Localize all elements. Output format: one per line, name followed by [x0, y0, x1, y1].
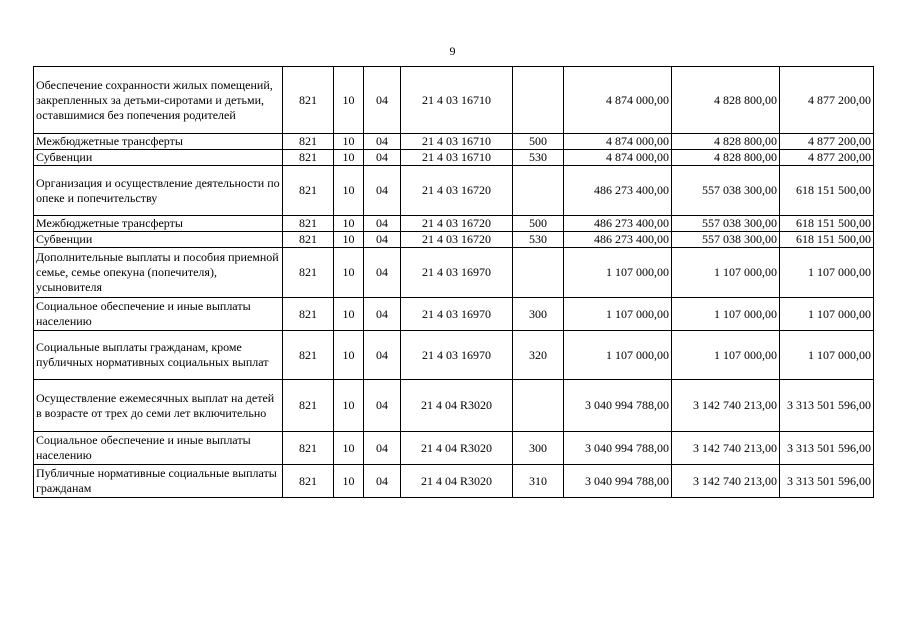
cell-amount-year2: 557 038 300,00 — [672, 216, 780, 232]
cell-name: Межбюджетные трансферты — [34, 216, 283, 232]
cell-amount-year3: 3 313 501 596,00 — [780, 465, 874, 498]
cell-section: 10 — [334, 380, 364, 432]
table-row — [34, 134, 874, 150]
cell-amount-year2: 3 142 740 213,00 — [672, 380, 780, 432]
cell-section: 10 — [334, 298, 364, 331]
cell-target: 21 4 03 16720 — [401, 216, 513, 232]
cell-amount-year2: 4 828 800,00 — [672, 150, 780, 166]
cell-name: Субвенции — [34, 232, 283, 248]
cell-subsection: 04 — [364, 248, 401, 298]
table-row — [34, 67, 874, 134]
cell-expense-type: 300 — [513, 432, 564, 465]
cell-ministry: 821 — [283, 248, 334, 298]
cell-ministry: 821 — [283, 298, 334, 331]
cell-ministry: 821 — [283, 166, 334, 216]
cell-target: 21 4 03 16970 — [401, 331, 513, 380]
cell-subsection: 04 — [364, 216, 401, 232]
cell-ministry: 821 — [283, 331, 334, 380]
table-body — [34, 67, 874, 498]
cell-subsection: 04 — [364, 465, 401, 498]
cell-expense-type: 310 — [513, 465, 564, 498]
table-row — [34, 465, 874, 498]
table-row — [34, 380, 874, 432]
table-row — [34, 166, 874, 216]
cell-subsection: 04 — [364, 166, 401, 216]
table-row — [34, 150, 874, 166]
cell-ministry: 821 — [283, 465, 334, 498]
cell-expense-type — [513, 67, 564, 134]
table-row — [34, 432, 874, 465]
cell-name: Обеспечение сохранности жилых помещений, закрепленных за детьми-сиротами и детьми, оставшимися без попечения родителей — [34, 67, 283, 134]
table-row — [34, 331, 874, 380]
cell-amount-year2: 1 107 000,00 — [672, 248, 780, 298]
cell-section: 10 — [334, 150, 364, 166]
cell-expense-type: 500 — [513, 216, 564, 232]
cell-name: Социальные выплаты гражданам, кроме публичных нормативных социальных выплат — [34, 331, 283, 380]
cell-expense-type: 320 — [513, 331, 564, 380]
cell-section: 10 — [334, 166, 364, 216]
cell-subsection: 04 — [364, 134, 401, 150]
cell-target: 21 4 03 16710 — [401, 134, 513, 150]
cell-amount-year2: 1 107 000,00 — [672, 298, 780, 331]
cell-amount-year2: 3 142 740 213,00 — [672, 465, 780, 498]
cell-amount-year3: 618 151 500,00 — [780, 166, 874, 216]
cell-amount-year1: 4 874 000,00 — [564, 134, 672, 150]
cell-target: 21 4 03 16710 — [401, 67, 513, 134]
cell-expense-type: 530 — [513, 232, 564, 248]
cell-target: 21 4 03 16970 — [401, 248, 513, 298]
cell-amount-year2: 3 142 740 213,00 — [672, 432, 780, 465]
page-number: 9 — [449, 44, 456, 58]
cell-name: Межбюджетные трансферты — [34, 134, 283, 150]
cell-expense-type: 300 — [513, 298, 564, 331]
cell-amount-year2: 1 107 000,00 — [672, 331, 780, 380]
cell-amount-year3: 3 313 501 596,00 — [780, 380, 874, 432]
cell-section: 10 — [334, 232, 364, 248]
cell-ministry: 821 — [283, 150, 334, 166]
cell-amount-year2: 4 828 800,00 — [672, 67, 780, 134]
cell-amount-year1: 4 874 000,00 — [564, 67, 672, 134]
cell-target: 21 4 04 R3020 — [401, 380, 513, 432]
cell-section: 10 — [334, 67, 364, 134]
cell-subsection: 04 — [364, 331, 401, 380]
cell-amount-year1: 3 040 994 788,00 — [564, 432, 672, 465]
cell-name: Организация и осуществление деятельности по опеке и попечительству — [34, 166, 283, 216]
cell-amount-year1: 3 040 994 788,00 — [564, 465, 672, 498]
cell-amount-year3: 1 107 000,00 — [780, 298, 874, 331]
cell-amount-year1: 3 040 994 788,00 — [564, 380, 672, 432]
cell-ministry: 821 — [283, 134, 334, 150]
cell-target: 21 4 04 R3020 — [401, 465, 513, 498]
cell-amount-year1: 486 273 400,00 — [564, 216, 672, 232]
cell-name: Публичные нормативные социальные выплаты гражданам — [34, 465, 283, 498]
cell-ministry: 821 — [283, 232, 334, 248]
cell-amount-year3: 4 877 200,00 — [780, 134, 874, 150]
cell-section: 10 — [334, 331, 364, 380]
cell-amount-year2: 557 038 300,00 — [672, 232, 780, 248]
cell-section: 10 — [334, 134, 364, 150]
table-row — [34, 298, 874, 331]
cell-expense-type — [513, 380, 564, 432]
cell-amount-year1: 1 107 000,00 — [564, 331, 672, 380]
cell-subsection: 04 — [364, 232, 401, 248]
cell-target: 21 4 03 16710 — [401, 150, 513, 166]
cell-target: 21 4 03 16970 — [401, 298, 513, 331]
cell-subsection: 04 — [364, 380, 401, 432]
cell-subsection: 04 — [364, 150, 401, 166]
cell-section: 10 — [334, 432, 364, 465]
cell-amount-year1: 486 273 400,00 — [564, 232, 672, 248]
cell-amount-year1: 486 273 400,00 — [564, 166, 672, 216]
cell-name: Субвенции — [34, 150, 283, 166]
cell-amount-year1: 1 107 000,00 — [564, 248, 672, 298]
cell-amount-year3: 1 107 000,00 — [780, 248, 874, 298]
cell-name: Социальное обеспечение и иные выплаты населению — [34, 432, 283, 465]
cell-amount-year1: 4 874 000,00 — [564, 150, 672, 166]
cell-subsection: 04 — [364, 298, 401, 331]
cell-target: 21 4 04 R3020 — [401, 432, 513, 465]
cell-target: 21 4 03 16720 — [401, 166, 513, 216]
cell-expense-type: 530 — [513, 150, 564, 166]
cell-section: 10 — [334, 465, 364, 498]
cell-ministry: 821 — [283, 432, 334, 465]
cell-amount-year3: 618 151 500,00 — [780, 216, 874, 232]
budget-table — [33, 66, 874, 498]
table-row — [34, 216, 874, 232]
cell-section: 10 — [334, 216, 364, 232]
cell-name: Социальное обеспечение и иные выплаты населению — [34, 298, 283, 331]
cell-expense-type: 500 — [513, 134, 564, 150]
cell-section: 10 — [334, 248, 364, 298]
cell-ministry: 821 — [283, 380, 334, 432]
cell-amount-year1: 1 107 000,00 — [564, 298, 672, 331]
cell-subsection: 04 — [364, 432, 401, 465]
cell-amount-year2: 4 828 800,00 — [672, 134, 780, 150]
cell-subsection: 04 — [364, 67, 401, 134]
cell-expense-type — [513, 248, 564, 298]
cell-target: 21 4 03 16720 — [401, 232, 513, 248]
cell-amount-year3: 3 313 501 596,00 — [780, 432, 874, 465]
cell-ministry: 821 — [283, 67, 334, 134]
cell-amount-year3: 1 107 000,00 — [780, 331, 874, 380]
cell-amount-year3: 618 151 500,00 — [780, 232, 874, 248]
table-row — [34, 248, 874, 298]
cell-name: Осуществление ежемесячных выплат на детей в возрасте от трех до семи лет включительно — [34, 380, 283, 432]
cell-ministry: 821 — [283, 216, 334, 232]
cell-expense-type — [513, 166, 564, 216]
table-row — [34, 232, 874, 248]
cell-amount-year3: 4 877 200,00 — [780, 67, 874, 134]
cell-amount-year2: 557 038 300,00 — [672, 166, 780, 216]
cell-name: Дополнительные выплаты и пособия приемной семье, семье опекуна (попечителя), усыновителя — [34, 248, 283, 298]
cell-amount-year3: 4 877 200,00 — [780, 150, 874, 166]
